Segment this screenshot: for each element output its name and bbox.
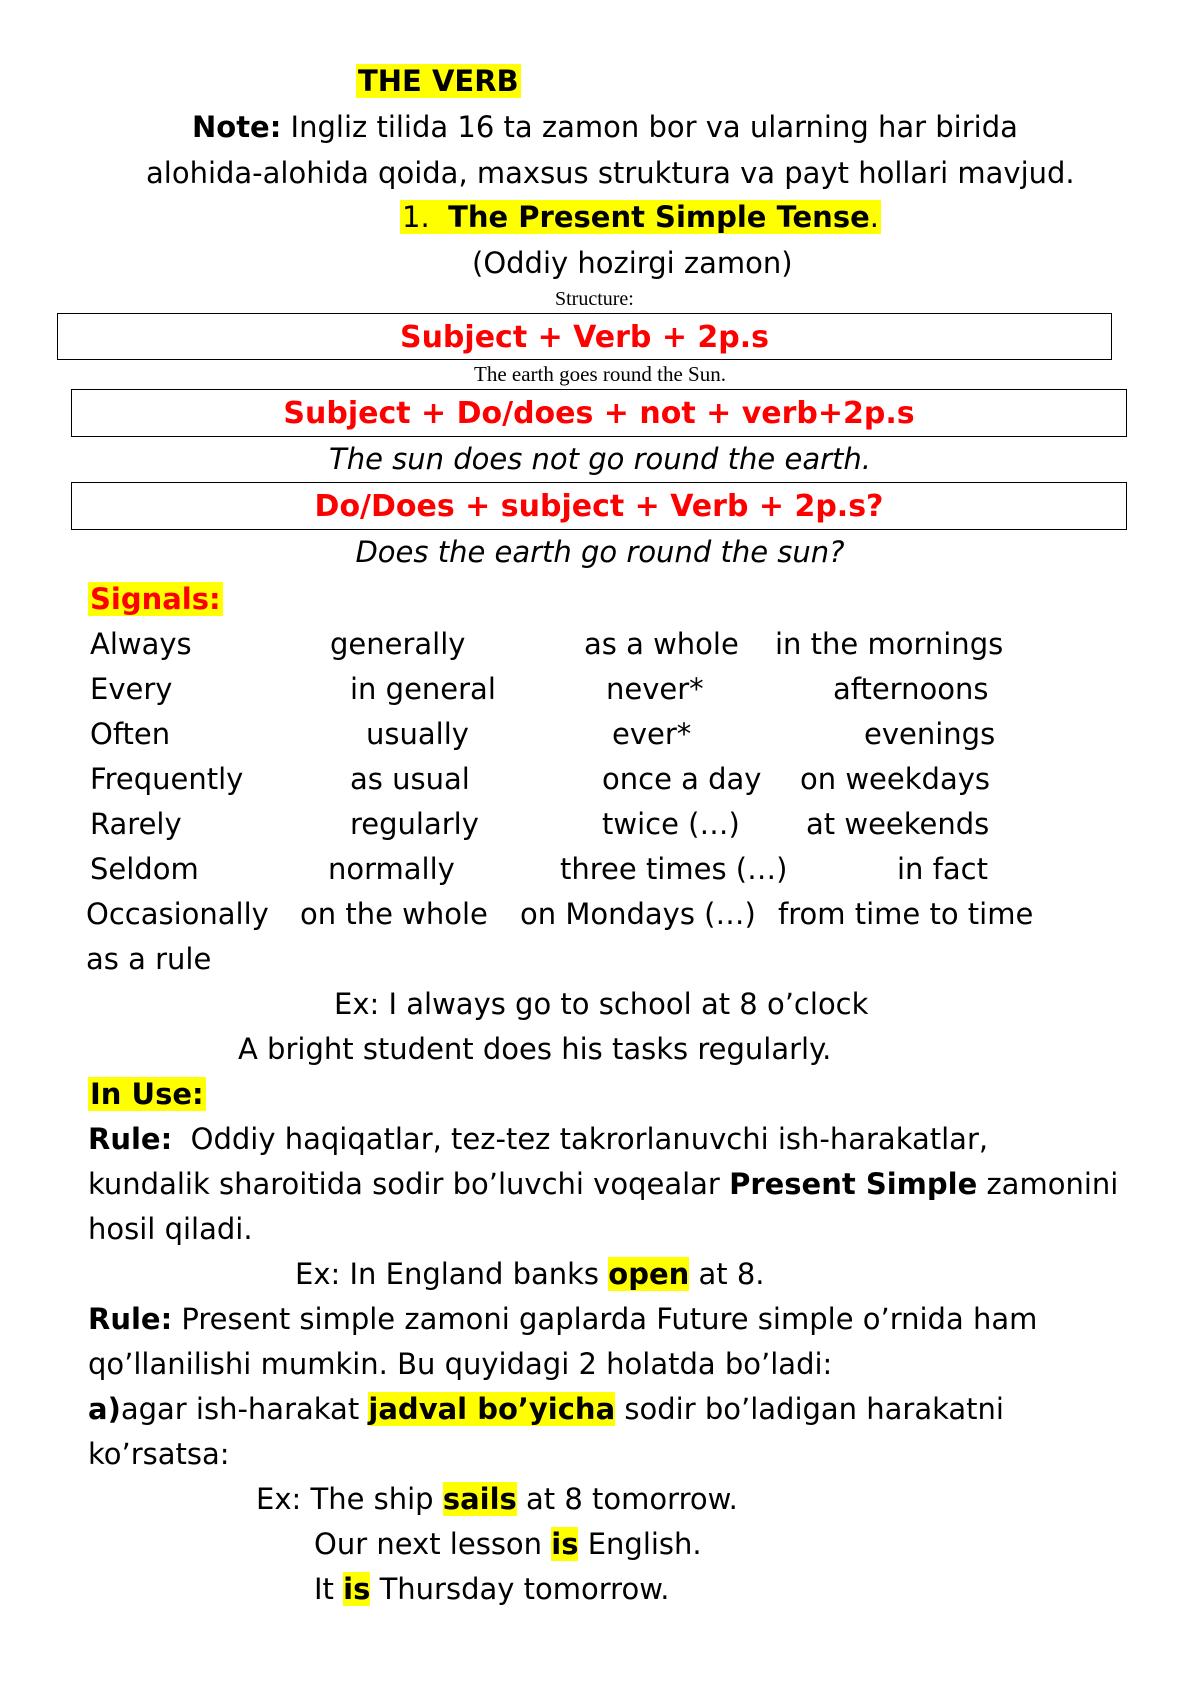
signal-word: once a day xyxy=(602,762,762,796)
signals-example-2: A bright student does his tasks regularly. xyxy=(238,1032,832,1066)
formula-box-negative xyxy=(71,389,1127,437)
ex2-0-highlight: sails xyxy=(442,1482,517,1516)
ex2-0-pre: Ex: The ship xyxy=(256,1482,443,1516)
ex2-1-post: English. xyxy=(578,1527,702,1561)
signal-word: generally xyxy=(330,627,466,661)
signal-word: twice (…) xyxy=(602,807,740,841)
tense-number: 1. xyxy=(402,200,430,234)
signal-word: at weekends xyxy=(806,807,990,841)
rule1-text-1: Oddiy haqiqatlar, tez-tez takrorlanuvchi ish-harakatlar, xyxy=(190,1122,989,1156)
signal-word: usually xyxy=(366,717,469,751)
signal-word: on weekdays xyxy=(800,762,990,796)
tense-name: The Present Simple Tense xyxy=(448,200,870,234)
signal-word: from time to time xyxy=(778,897,1034,931)
case-a-highlight: jadval bo’yicha xyxy=(368,1392,616,1426)
ex2-2-pre: It xyxy=(314,1572,344,1606)
ex1-post: at 8. xyxy=(689,1257,765,1291)
case-a-post: sodir bo’ladigan harakatni xyxy=(615,1392,1004,1426)
signals-example-1: Ex: I always go to school at 8 o’clock xyxy=(334,987,869,1021)
ex2-1-highlight: is xyxy=(551,1527,579,1561)
signal-word: Often xyxy=(90,717,171,751)
rule1-text-2a: kundalik sharoitida sodir bo’luvchi voqealar xyxy=(88,1167,730,1201)
signal-word: as usual xyxy=(350,762,470,796)
signal-word: in general xyxy=(350,672,496,706)
signal-word: afternoons xyxy=(833,672,989,706)
note-line-1 xyxy=(192,110,1018,144)
structure-label: Structure: xyxy=(555,288,634,310)
in-use-heading: In Use: xyxy=(90,1077,204,1111)
signal-word-last: as a rule xyxy=(86,942,212,976)
signal-word: in fact xyxy=(897,852,988,886)
signal-word: evenings xyxy=(864,717,996,751)
ex1-highlight: open xyxy=(608,1257,690,1291)
signal-word: as a whole xyxy=(584,627,739,661)
rule2-line-1 xyxy=(88,1302,1037,1336)
ex2-2-post: Thursday tomorrow. xyxy=(370,1572,670,1606)
page-title: THE VERB xyxy=(358,64,519,98)
signal-word: never* xyxy=(606,672,704,706)
signal-word: three times (…) xyxy=(560,852,788,886)
signal-word: on the whole xyxy=(300,897,488,931)
formula-affirmative: Subject + Verb + 2p.s xyxy=(399,320,770,355)
example-sails xyxy=(256,1482,738,1516)
signal-word: on Mondays (…) xyxy=(520,897,756,931)
example-question: Does the earth go round the sun? xyxy=(355,535,845,569)
rule-label-2: Rule: xyxy=(88,1302,173,1336)
case-a-line-2: ko’rsatsa: xyxy=(88,1437,230,1471)
note-line-2: alohida-alohida qoida, maxsus struktura va payt hollari mavjud. xyxy=(146,156,1075,190)
rule-label: Rule: xyxy=(88,1122,173,1156)
ex2-2-highlight: is xyxy=(343,1572,371,1606)
formula-negative: Subject + Do/does + not + verb+2p.s xyxy=(283,396,915,431)
formula-box-affirmative xyxy=(57,313,1112,360)
signal-word: Always xyxy=(90,627,192,661)
case-a-label: a) xyxy=(88,1392,121,1426)
note-text-1: Ingliz tilida 16 ta zamon bor va ularning har birida xyxy=(290,110,1018,144)
case-a-pre: agar ish-harakat xyxy=(120,1392,369,1426)
rule2-line-2: qo’llanilishi mumkin. Bu quyidagi 2 holatda bo’ladi: xyxy=(88,1347,833,1381)
tense-heading xyxy=(400,200,881,234)
ex2-0-post: at 8 tomorrow. xyxy=(516,1482,738,1516)
formula-question: Do/Does + subject + Verb + 2p.s? xyxy=(314,489,884,524)
signal-word: Rarely xyxy=(90,807,182,841)
signal-word: Frequently xyxy=(90,762,244,796)
rule1-line-1 xyxy=(88,1122,988,1156)
example-open xyxy=(295,1257,765,1291)
rule1-line-3: hosil qiladi. xyxy=(88,1212,253,1246)
signal-word: Every xyxy=(90,672,173,706)
rule1-text-2c: zamonini xyxy=(977,1167,1119,1201)
tense-translation: (Oddiy hozirgi zamon) xyxy=(472,246,793,280)
ex1-pre: Ex: In England banks xyxy=(295,1257,609,1291)
signal-word: ever* xyxy=(612,717,692,751)
signal-word: Seldom xyxy=(90,852,199,886)
case-a-line-1 xyxy=(88,1392,1004,1426)
tense-dot: . xyxy=(869,200,879,234)
ex2-1-pre: Our next lesson xyxy=(314,1527,552,1561)
rule1-line-2 xyxy=(88,1167,1118,1201)
formula-box-question xyxy=(71,482,1127,530)
signals-heading: Signals: xyxy=(90,582,221,616)
example-negative: The sun does not go round the earth. xyxy=(328,442,871,476)
note-label: Note: xyxy=(192,110,282,144)
example-thursday xyxy=(314,1572,669,1606)
signal-word: normally xyxy=(328,852,455,886)
signal-word: regularly xyxy=(350,807,479,841)
example-lesson xyxy=(314,1527,702,1561)
signal-word: Occasionally xyxy=(86,897,269,931)
rule1-text-2b: Present Simple xyxy=(729,1167,978,1201)
rule2-text-1: Present simple zamoni gaplarda Future simple o’rnida ham xyxy=(181,1302,1038,1336)
signal-word: in the mornings xyxy=(775,627,1004,661)
example-affirmative: The earth goes round the Sun. xyxy=(474,362,726,386)
